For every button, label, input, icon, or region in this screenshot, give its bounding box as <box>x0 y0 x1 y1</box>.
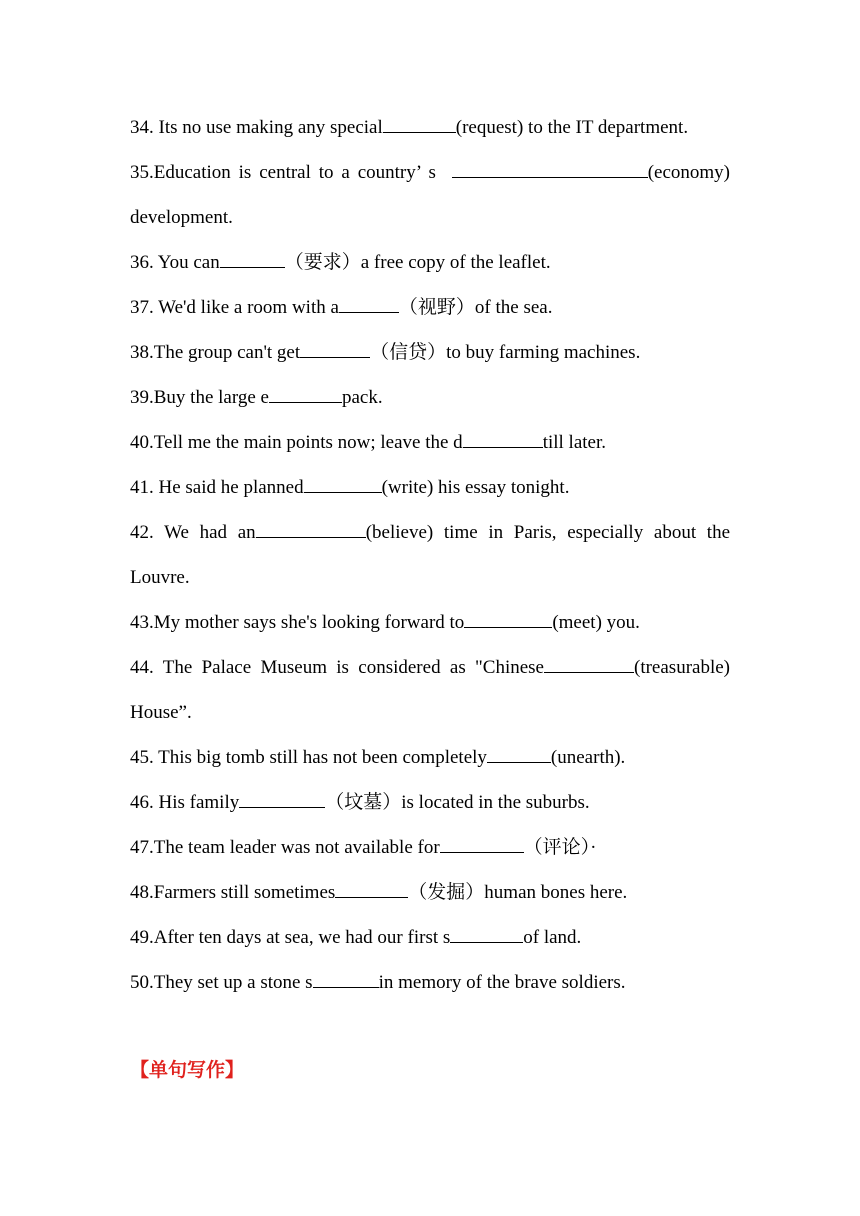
question-hint: (economy) <box>647 162 730 183</box>
question-35-continuation <box>130 195 730 240</box>
question-45 <box>130 735 730 780</box>
question-text: 46. His family <box>130 792 240 813</box>
answer-blank <box>256 523 366 538</box>
question-hint: （坟墓）is located in the suburbs. <box>325 792 590 813</box>
exercise-list <box>130 105 730 1005</box>
answer-blank <box>544 658 634 673</box>
question-39 <box>130 375 730 420</box>
question-34 <box>130 105 730 150</box>
question-36 <box>130 240 730 285</box>
question-42 <box>130 510 730 555</box>
answer-blank <box>450 928 523 943</box>
question-text: 47.The team leader was not available for <box>130 837 440 858</box>
answer-blank <box>487 748 551 763</box>
question-49 <box>130 915 730 960</box>
question-hint: (unearth). <box>550 747 626 768</box>
question-hint: pack. <box>341 387 383 408</box>
question-hint: （要求）a free copy of the leaflet. <box>284 252 551 273</box>
answer-blank <box>452 163 648 178</box>
question-text: 50.They set up a stone s <box>130 972 313 993</box>
question-hint: (request) to the IT department. <box>455 117 689 138</box>
answer-blank <box>440 838 524 853</box>
question-40 <box>130 420 730 465</box>
question-text: 38.The group can't get <box>130 342 301 363</box>
question-47 <box>130 825 730 870</box>
section-heading: 【单句写作】 <box>130 1059 245 1081</box>
question-hint: in memory of the brave soldiers. <box>378 972 626 993</box>
question-44-continuation <box>130 690 730 735</box>
question-text: 42. We had an <box>130 522 256 543</box>
answer-blank <box>313 973 379 988</box>
question-text: 35.Education is central to a country’ s <box>130 162 444 183</box>
question-hint: of land. <box>523 927 582 948</box>
question-50 <box>130 960 730 1005</box>
question-text: 34. Its no use making any special <box>130 117 383 138</box>
question-hint: till later. <box>542 432 607 453</box>
question-46 <box>130 780 730 825</box>
question-text: development. <box>130 207 233 228</box>
answer-blank <box>339 298 399 313</box>
answer-blank <box>304 478 382 493</box>
question-text: 45. This big tomb still has not been completely <box>130 747 487 768</box>
question-hint: （评论）· <box>523 837 597 858</box>
answer-blank <box>220 253 285 268</box>
question-text: 40.Tell me the main points now; leave the d <box>130 432 463 453</box>
question-text: 37. We'd like a room with a <box>130 297 339 318</box>
answer-blank <box>300 343 370 358</box>
question-38 <box>130 330 730 375</box>
question-text: 41. He said he planned <box>130 477 304 498</box>
question-text: House”. <box>130 702 192 723</box>
question-hint: （信贷）to buy farming machines. <box>370 342 641 363</box>
question-hint: (believe) time in Paris, especially about the <box>365 522 730 543</box>
question-hint: （发掘）human bones here. <box>408 882 628 903</box>
question-48 <box>130 870 730 915</box>
question-text: 49.After ten days at sea, we had our first s <box>130 927 451 948</box>
question-41 <box>130 465 730 510</box>
question-hint: (write) his essay tonight. <box>381 477 570 498</box>
answer-blank <box>383 118 456 133</box>
question-42-continuation <box>130 555 730 600</box>
question-hint: （视野）of the sea. <box>398 297 553 318</box>
question-text: 48.Farmers still sometimes <box>130 882 336 903</box>
question-44 <box>130 645 730 690</box>
question-hint: (treasurable) <box>634 657 730 678</box>
answer-blank <box>335 883 408 898</box>
question-text: Louvre. <box>130 567 190 588</box>
question-35 <box>130 150 730 195</box>
question-43 <box>130 600 730 645</box>
question-text: 43.My mother says she's looking forward to <box>130 612 465 633</box>
question-hint: (meet) you. <box>552 612 640 633</box>
question-37 <box>130 285 730 330</box>
answer-blank <box>269 388 342 403</box>
answer-blank <box>464 613 552 628</box>
answer-blank <box>463 433 543 448</box>
answer-blank <box>239 793 325 808</box>
question-text: 36. You can <box>130 252 220 273</box>
question-text: 39.Buy the large e <box>130 387 269 408</box>
question-text: 44. The Palace Museum is considered as "Chinese <box>130 657 544 678</box>
